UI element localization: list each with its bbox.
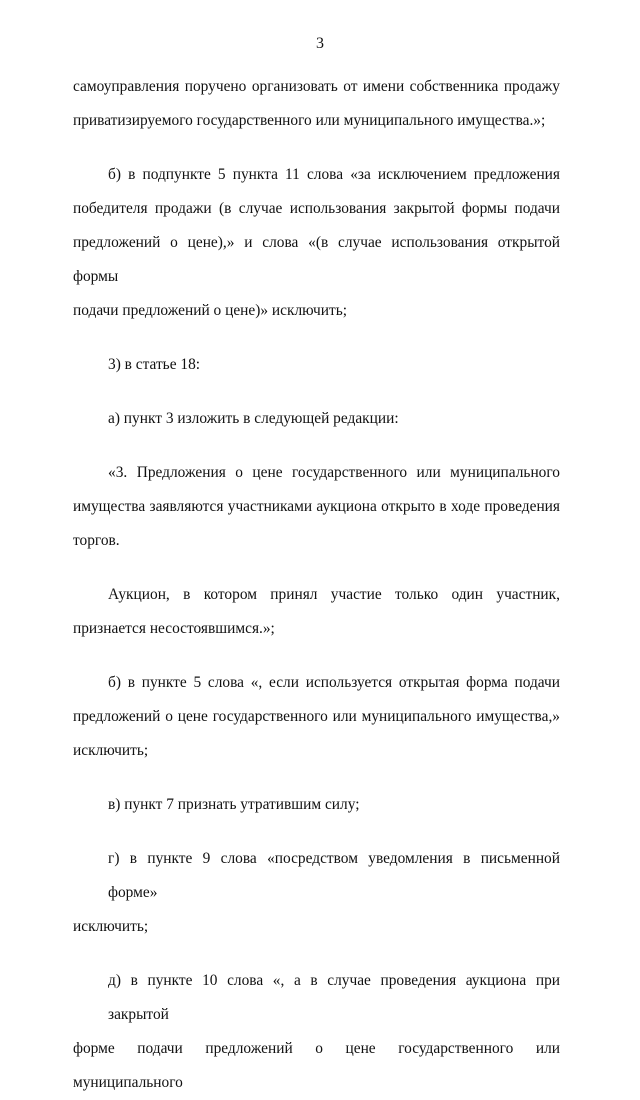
paragraph <box>73 666 560 768</box>
text-line: б) в подпункте 5 пункта 11 слова «за исключением предложения <box>108 166 560 183</box>
text-line: а) пункт 3 изложить в следующей редакции: <box>108 410 399 427</box>
text-line: имущества заявляются участниками аукциона открыто в ходе проведения <box>73 498 560 515</box>
paragraph-gap <box>73 436 560 456</box>
paragraph-gap <box>73 646 560 666</box>
paragraph-gap <box>73 944 560 964</box>
text-line: исключить; <box>73 742 149 759</box>
text-line: д) в пункте 10 слова «, а в случае проведения аукциона при закрытой <box>108 972 560 1023</box>
paragraph <box>73 456 560 558</box>
text-line: в) пункт 7 признать утратившим силу; <box>108 796 360 813</box>
text-line: победителя продажи (в случае использования закрытой формы подачи <box>73 200 560 217</box>
paragraph-gap <box>73 558 560 578</box>
paragraph <box>73 348 560 382</box>
text-line: самоуправления поручено организовать от имени собственника продажу <box>73 78 560 95</box>
paragraph-gap <box>73 382 560 402</box>
text-line: б) в пункте 5 слова «, если используется открытая форма подачи <box>108 674 560 691</box>
paragraph-gap <box>73 768 560 788</box>
document-body <box>73 70 560 1100</box>
paragraph-gap <box>73 822 560 842</box>
paragraph <box>73 964 560 1100</box>
paragraph <box>73 70 560 138</box>
text-line: Аукцион, в котором принял участие только один участник, <box>108 586 560 603</box>
text-line: 3) в статье 18: <box>108 356 201 373</box>
text-line: предложений о цене государственного или муниципального имущества,» <box>73 708 560 725</box>
paragraph <box>73 402 560 436</box>
text-line: торгов. <box>73 532 120 549</box>
paragraph <box>73 788 560 822</box>
text-line: признается несостоявшимся.»; <box>73 620 275 637</box>
text-line: «3. Предложения о цене государственного или муниципального <box>108 464 560 481</box>
text-line: подачи предложений о цене)» исключить; <box>73 302 348 319</box>
paragraph <box>73 578 560 646</box>
text-line: предложений о цене),» и слова «(в случае использования открытой формы <box>73 234 560 285</box>
text-line: исключить; <box>73 918 149 935</box>
paragraph <box>73 158 560 328</box>
text-line: г) в пункте 9 слова «посредством уведомления в письменной форме» <box>108 850 560 901</box>
text-line: форме подачи предложений о цене государственного или муниципального <box>73 1040 560 1091</box>
page-number: 3 <box>316 35 324 52</box>
text-line: приватизируемого государственного или муниципального имущества.»; <box>73 112 546 129</box>
paragraph-gap <box>73 328 560 348</box>
paragraph-gap <box>73 138 560 158</box>
paragraph <box>73 842 560 944</box>
